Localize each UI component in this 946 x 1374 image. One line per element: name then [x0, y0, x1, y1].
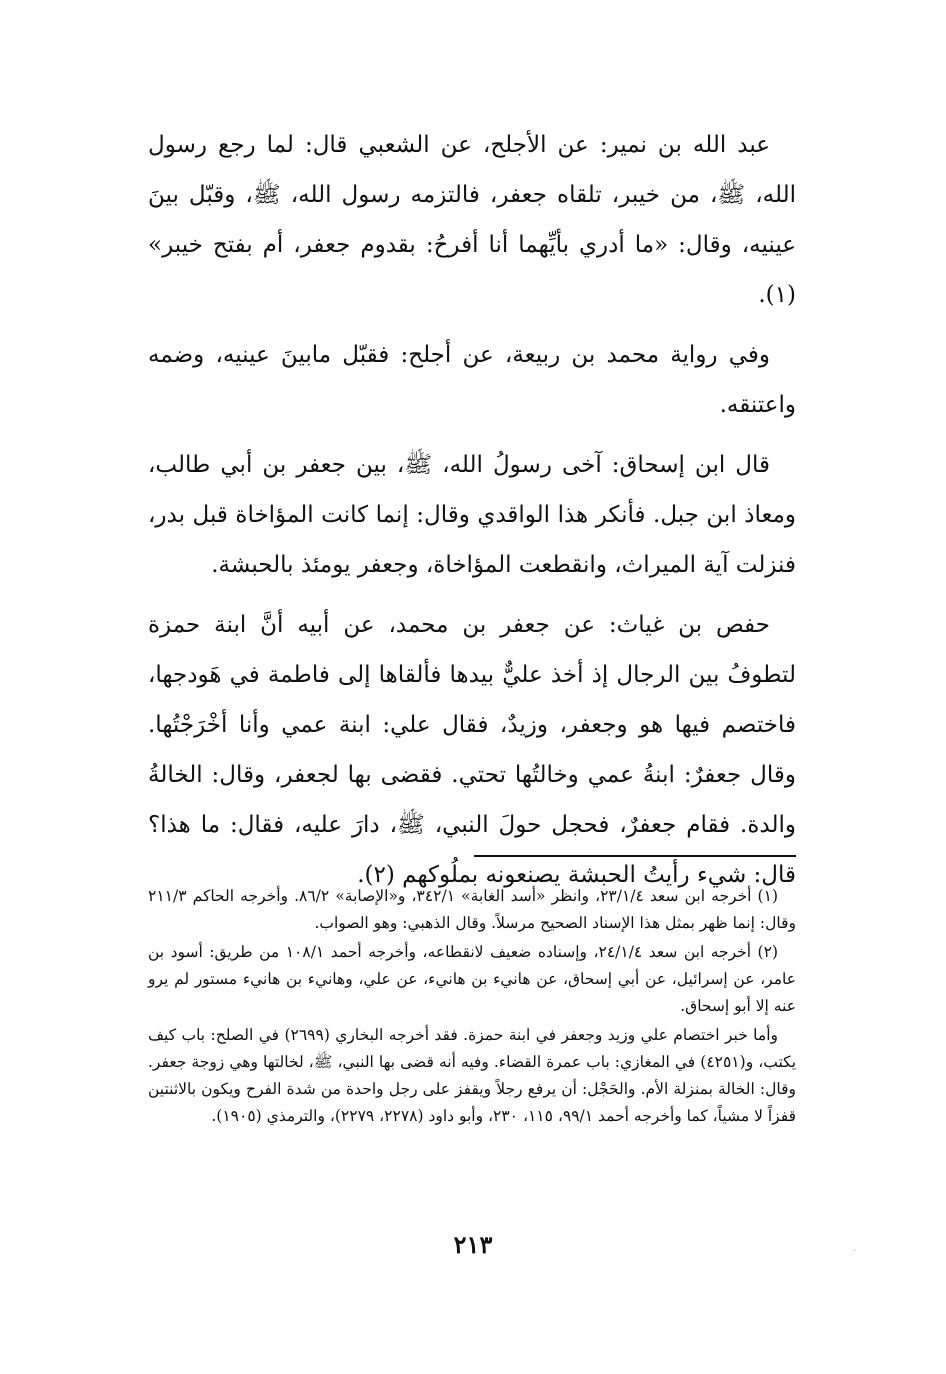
footnote-2: (٢) أخرجه ابن سعد ٢٤/١/٤، وإسناده ضعيف لانقطاعه، وأخرجه أحمد ١٠٨/١ من طريق: أسود بن عامر، عن إسرائيل، عن أبي إسحاق، عن هانيء بن هانيء، عن علي، وهانيء بن هانيء مستور لم يرو عنه إلا أبو إسحاق.	[148, 943, 796, 1015]
footnote-1: (١) أخرجه ابن سعد ٢٣/١/٤، وانظر «أسد الغابة» ٣٤٢/١، و«الإصابة» ٨٦/٢. وأخرجه الحاكم ٢١١/٣ وقال: إنما ظهر بمثل هذا الإسناد الصحيح مرسلاً. وقال الذهبي: وهو الصواب.	[148, 887, 796, 932]
main-text	[148, 120, 796, 910]
footnotes	[148, 883, 796, 1132]
paragraph-ibn-ishaq-narration: قال ابن إسحاق: آخى رسولُ الله، ﷺ، بين جعفر بن أبي طالب، ومعاذ ابن جبل. فأنكر هذا الواقدي وقال: إنما كانت المؤاخاة قبل بدر، فنزلت آية الميراث، وانقطعت المؤاخاة، وجعفر يومئذ بالحبشة.	[148, 452, 796, 578]
paragraph-ibn-rabia-narration: وفي رواية محمد بن ربيعة، عن أجلح: فقبّل مابينَ عينيه، وضمه واعتنقه.	[148, 342, 796, 418]
footnote-separator	[474, 855, 796, 857]
page-number: ٢١٣	[453, 1230, 493, 1259]
scan-mark-icon: ·	[852, 1246, 856, 1257]
paragraph-shabi-narration: عبد الله بن نمير: عن الأجلح، عن الشعبي قال: لما رجع رسول الله، ﷺ، من خيبر، تلقاه جعفر، فالتزمه رسول الله، ﷺ، وقبّل بينَ عينيه، وقال: «ما أدري بأيِّهما أنا أفرحُ: بقدوم جعفر، أم بفتح خيبر» (١).	[148, 132, 796, 308]
paragraph-hafs-narration: حفص بن غياث: عن جعفر بن محمد، عن أبيه أنَّ ابنة حمزة لتطوفُ بين الرجال إذ أخذ عليٌّ بيدها فألقاها إلى فاطمة في هَودجها، فاختصم فيها هو وجعفر، وزيدٌ، فقال علي: ابنة عمي وأنا أخْرَجْتُها. وقال جعفرٌ: ابنةُ عمي وخالتُها تحتي. فقضى بها لجعفر، وقال: الخالةُ والدة. فقام جعفرٌ، فحجل حولَ النبي، ﷺ، دارَ عليه، فقال: ما هذا؟ قال: شيء رأيتُ الحبشة يصنعونه بملُوكهم (٢).	[148, 612, 796, 888]
footnote-2-continuation: وأما خبر اختصام علي وزيد وجعفر في ابنة حمزة. فقد أخرجه البخاري (٢٦٩٩) في الصلح: باب كيف يكتب، و(٤٢٥١) في المغازي: باب عمرة القضاء. وفيه أنه قضى بها النبي، ﷺ، لخالتها وهي زوجة جعفر. وقال: الخالة بمنزلة الأم. والحَجْل: أن يرفع رجلاً ويقفز على رجل واحدة من شدة الفرح ويكون بالاثنتين قفزاً لا مشياً، كما وأخرجه أحمد ٩٩/١، ١١٥، ٢٣٠، وأبو داود (٢٢٧٨، ٢٢٧٩)، والترمذي (١٩٠٥).	[148, 1026, 797, 1125]
